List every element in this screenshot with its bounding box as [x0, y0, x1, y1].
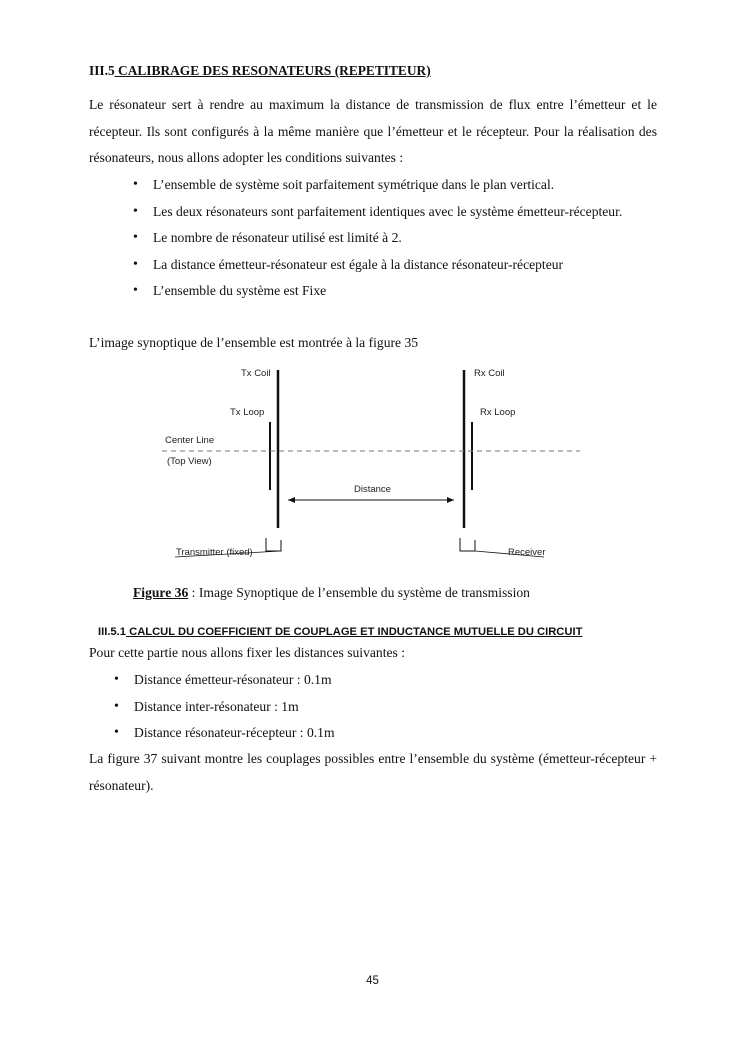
transmitter-label: Transmitter (fixed) [176, 547, 253, 558]
distance-item: • Distance inter-résonateur : 1m [114, 694, 657, 721]
receiver-bracket [460, 538, 475, 551]
section-heading [89, 63, 431, 79]
condition-item: • Le nombre de résonateur utilisé est limité à 2. [133, 225, 657, 252]
rx-loop-label: Rx Loop [480, 407, 516, 418]
distance-label: Distance [354, 484, 391, 495]
page-number: 45 [366, 975, 379, 987]
figure-caption-label: Figure 36 [133, 585, 189, 600]
section-number: III.5 [89, 63, 115, 78]
subsection-number: III.5.1 [98, 626, 126, 638]
subsection-heading [98, 626, 582, 638]
intro-paragraph: Le résonateur sert à rendre au maximum la distance de transmission de flux entre l’émetteur et le récepteur. Ils sont configurés à la même manière que l’émetteur et le récepteur. Pour la réalisation des résonateurs, nous allons adopter les conditions suivantes : [89, 97, 657, 165]
center-line-label: Center Line [165, 435, 215, 446]
figure-caption-text: : Image Synoptique de l’ensemble du système de transmission [188, 585, 530, 600]
distance-item: • Distance résonateur-récepteur : 0.1m [114, 720, 657, 747]
rx-coil-label: Rx Coil [474, 368, 505, 379]
condition-item: • L’ensemble du système est Fixe [133, 278, 657, 305]
distances-intro: Pour cette partie nous allons fixer les distances suivantes : [89, 645, 405, 660]
figure-caption [133, 585, 530, 601]
distance-item: • Distance émetteur-résonateur : 0.1m [114, 667, 657, 694]
tx-loop-label: Tx Loop [230, 407, 265, 418]
conditions-list [133, 172, 657, 305]
condition-item: • L’ensemble de système soit parfaitement symétrique dans le plan vertical. [133, 172, 657, 199]
subsection-title: CALCUL DU COEFFICIENT DE COUPLAGE ET INDUCTANCE MUTUELLE DU CIRCUIT [126, 626, 583, 638]
synoptic-diagram [150, 362, 590, 572]
condition-item: • Les deux résonateurs sont parfaitement identiques avec le système émetteur-récepteur. [133, 199, 657, 226]
closing-paragraph: La figure 37 suivant montre les couplages possibles entre l’ensemble du système (émetteur-récepteur + résonateur). [89, 751, 657, 793]
condition-item: • La distance émetteur-résonateur est égale à la distance résonateur-récepteur [133, 252, 657, 279]
transmitter-bracket [266, 538, 281, 551]
distance-arrow-right-head [447, 497, 454, 503]
top-view-label: (Top View) [167, 456, 212, 467]
figure-intro: L’image synoptique de l’ensemble est montrée à la figure 35 [89, 335, 419, 350]
section-title: CALIBRAGE DES RESONATEURS (REPETITEUR) [114, 63, 431, 78]
distances-list [114, 667, 657, 747]
receiver-label: Receiver [508, 547, 546, 558]
tx-coil-label: Tx Coil [241, 368, 271, 379]
distance-arrow-left-head [288, 497, 295, 503]
